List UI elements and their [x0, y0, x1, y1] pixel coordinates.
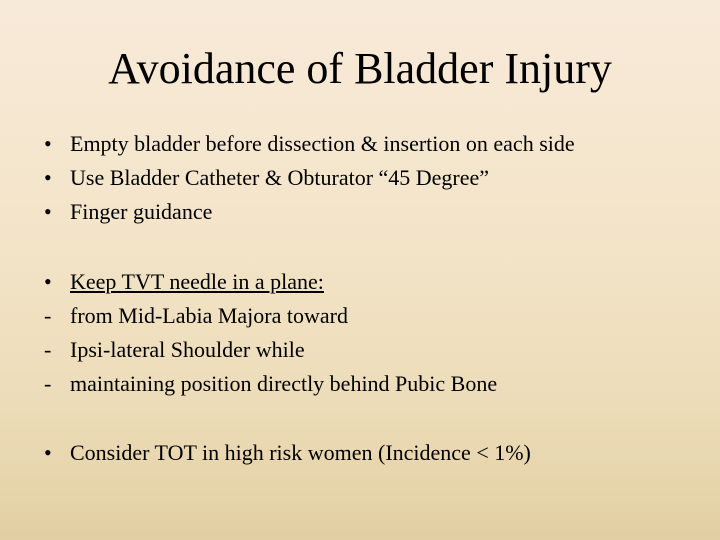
list-item — [44, 195, 575, 229]
list-item-text: Ipsi-lateral Shoulder while — [70, 337, 305, 362]
slide-title: Avoidance of Bladder Injury — [108, 44, 612, 93]
list-item-text: Consider TOT in high risk women (Incidence < 1%) — [70, 440, 531, 465]
bullet-marker: • — [44, 269, 52, 294]
list-item — [44, 333, 497, 367]
list-item — [44, 367, 497, 401]
list-item-text: Empty bladder before dissection & insertion on each side — [70, 131, 575, 156]
dash-marker: - — [44, 303, 52, 328]
bullet-marker: • — [44, 131, 52, 156]
list-item-text: Finger guidance — [70, 199, 213, 224]
list-item — [44, 161, 575, 195]
bullet-list-needle-plane — [44, 265, 497, 401]
list-item — [44, 127, 575, 161]
bullet-marker: • — [44, 165, 52, 190]
dash-marker: - — [44, 371, 52, 396]
list-item-text: Keep TVT needle in a plane: — [70, 269, 324, 294]
bullet-list-tot — [44, 436, 531, 470]
list-item — [44, 436, 531, 470]
list-item — [44, 265, 497, 299]
bullet-marker: • — [44, 440, 52, 465]
list-item-text: Use Bladder Catheter & Obturator “45 Degree” — [70, 165, 490, 190]
bullet-marker: • — [44, 199, 52, 224]
dash-marker: - — [44, 337, 52, 362]
bullet-list-precautions — [44, 127, 575, 229]
list-item — [44, 299, 497, 333]
list-item-text: from Mid-Labia Majora toward — [70, 303, 348, 328]
list-item-text: maintaining position directly behind Pubic Bone — [70, 371, 498, 396]
